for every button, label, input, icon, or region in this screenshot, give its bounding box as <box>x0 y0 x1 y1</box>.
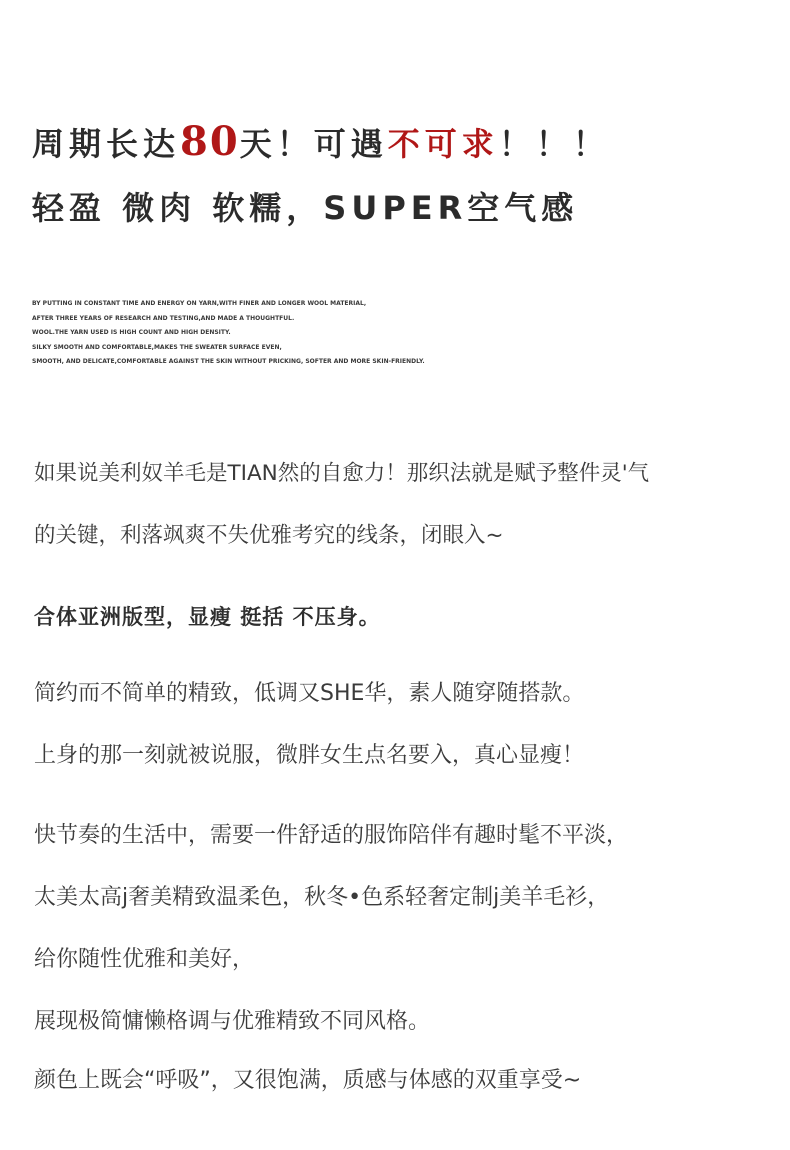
english-line: AFTER THREE YEARS OF RESEARCH AND TESTING,AND MADE A THOUGHTFUL. <box>32 314 295 322</box>
life-line-3: 给你随性优雅和美好， <box>34 947 255 972</box>
fit-line-1: 简约而不简单的精致，低调又SHE华，素人随穿随搭款。 <box>34 681 585 706</box>
headline-number-80: 80 <box>180 118 240 165</box>
headline-red-text: 不可求 <box>387 125 499 163</box>
fit-line-2: 上身的那一刻就被说服，微胖女生点名要入，真心显瘦！ <box>34 743 585 768</box>
life-line-1: 快节奏的生活中，需要一件舒适的服饰陪伴有趣时髦不平淡， <box>34 823 629 848</box>
english-line: WOOL.THE YARN USED IS HIGH COUNT AND HIGH DENSITY. <box>32 329 231 337</box>
english-line: SMOOTH, AND DELICATE,COMFORTABLE AGAINST THE SKIN WITHOUT PRICKING, SOFTER AND MORE SKIN-FRIENDLY. <box>32 358 425 366</box>
intro-line-2: 的关键，利落飒爽不失优雅考究的线条，闭眼入~ <box>34 523 504 548</box>
headline-part-a: 周期长达 <box>32 125 181 163</box>
english-line: SILKY SMOOTH AND COMFORTABLE,MAKES THE SWEATER SURFACE EVEN, <box>32 343 282 351</box>
life-line-4: 展现极简慵懒格调与优雅精致不同风格。 <box>34 1009 431 1034</box>
headline-part-c: ！！！ <box>498 125 610 163</box>
headline-part-b: 天！可遇 <box>239 125 388 163</box>
fit-heading: 合体亚洲版型，显瘦 挺括 不压身。 <box>34 605 381 629</box>
intro-line-1: 如果说美利奴羊毛是TIAN然的自愈力！那织法就是赋予整件灵'气 <box>34 461 650 486</box>
headline-line-1 <box>32 118 610 165</box>
life-line-2: 太美太高j奢美精致温柔色，秋冬•色系轻奢定制j美羊毛衫， <box>34 885 610 910</box>
headline-line-2: 轻盈 微肉 软糯，SUPER空气感 <box>32 189 579 227</box>
english-line: BY PUTTING IN CONSTANT TIME AND ENERGY ON YARN,WITH FINER AND LONGER WOOL MATERIAL, <box>32 300 367 307</box>
life-line-5: 颜色上既会“呼吸”，又很饱满，质感与体感的双重享受~ <box>34 1068 582 1093</box>
english-description <box>32 297 425 370</box>
